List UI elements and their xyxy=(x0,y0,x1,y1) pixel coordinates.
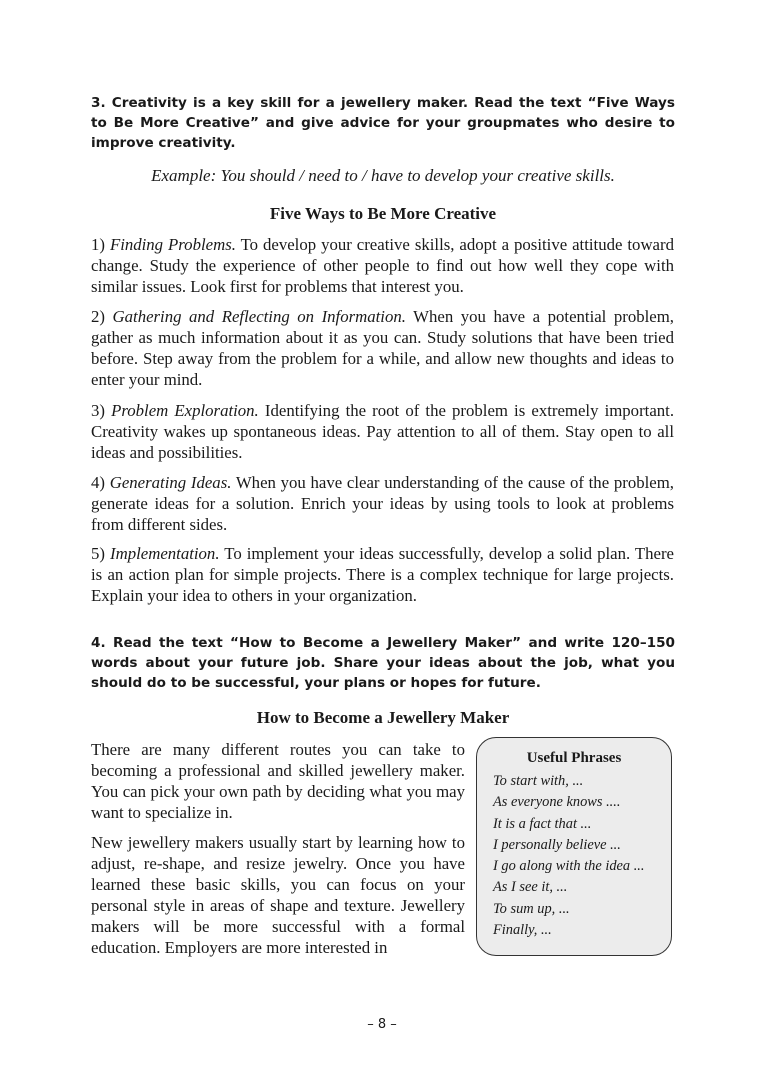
become-jeweller-title: How to Become a Jewellery Maker xyxy=(256,708,510,727)
five-ways-item-1 xyxy=(91,234,674,297)
five-ways-item-4 xyxy=(91,472,674,535)
item-number: 1) xyxy=(91,235,105,254)
item-term: Generating Ideas. xyxy=(109,473,232,492)
item-text: When you have clear understanding of the cause of the problem, generate ideas for a solution. Enrich your ideas by using tools to look at problems from different sides. xyxy=(91,473,674,534)
become-paragraph-1: There are many different routes you can take to becoming a professional and skilled jewellery maker. You can pick your own path by deciding what you may want to specialize in. xyxy=(91,740,465,822)
item-number: 5) xyxy=(91,544,105,563)
useful-phrases-title: Useful Phrases xyxy=(526,750,622,766)
five-ways-item-5 xyxy=(91,543,674,606)
useful-phrase: It is a fact that ... xyxy=(493,815,592,832)
item-number: 2) xyxy=(91,307,105,326)
useful-phrase: To sum up, ... xyxy=(493,900,570,917)
item-term: Gathering and Reflecting on Information. xyxy=(112,307,406,326)
useful-phrase: Finally, ... xyxy=(493,922,552,939)
become-paragraph-2: New jewellery makers usually start by learning how to adjust, re-shape, and resize jewelry. Once you have learned these basic skills, you can focus on your personal style in areas of shape and texture. Jewellery makers will be more successful with a formal education. Employers are more interested in xyxy=(91,833,465,957)
item-term: Implementation. xyxy=(110,544,220,563)
useful-phrase: To start with, ... xyxy=(493,773,584,789)
useful-phrase: I personally believe ... xyxy=(493,836,621,853)
item-text: To develop your creative skills, adopt a positive attitude toward change. Study the experience of other people to find out how well they cope with similar issues. Look first for problems that interest you. xyxy=(91,235,674,296)
useful-phrase: As everyone knows .... xyxy=(493,794,621,811)
example-sentence: Example: You should / need to / have to develop your creative skills. xyxy=(151,166,615,185)
item-text: When you have a potential problem, gather as much information about it as you can. Study solutions that have been tried before. Step away from the problem for a while, and allow new thoughts and ideas to enter your mind. xyxy=(91,307,674,389)
item-number: 3) xyxy=(91,401,105,420)
item-text: Identifying the root of the problem is extremely important. Creativity wakes up spontaneous ideas. Pay attention to all of them. Stay open to all ideas and possibilities. xyxy=(91,401,675,462)
item-text: To implement your ideas successfully, develop a solid plan. There is an action plan for simple projects. There is a complex technique for large projects. Explain your idea to others in your organization. xyxy=(91,544,674,605)
five-ways-item-2 xyxy=(91,306,674,390)
useful-phrase: I go along with the idea ... xyxy=(493,858,645,875)
item-number: 4) xyxy=(91,473,105,492)
item-term: Problem Exploration. xyxy=(111,401,259,420)
page-number: – 8 – xyxy=(367,1017,397,1032)
five-ways-title: Five Ways to Be More Creative xyxy=(269,204,497,223)
task-4-instruction: 4. Read the text “How to Become a Jewellery Maker” and write 120–150 words about your future job. Share your ideas about the job, what you should do to be successful, your plans or hopes for future. xyxy=(91,635,675,691)
useful-phrase: As I see it, ... xyxy=(493,879,568,896)
useful-phrases-box xyxy=(476,737,672,956)
five-ways-item-3 xyxy=(91,400,674,463)
item-term: Finding Problems. xyxy=(109,235,236,254)
task-3-instruction: 3. Creativity is a key skill for a jewellery maker. Read the text “Five Ways to Be More Creative” and give advice for your groupmates who desire to improve creativity. xyxy=(91,95,675,151)
